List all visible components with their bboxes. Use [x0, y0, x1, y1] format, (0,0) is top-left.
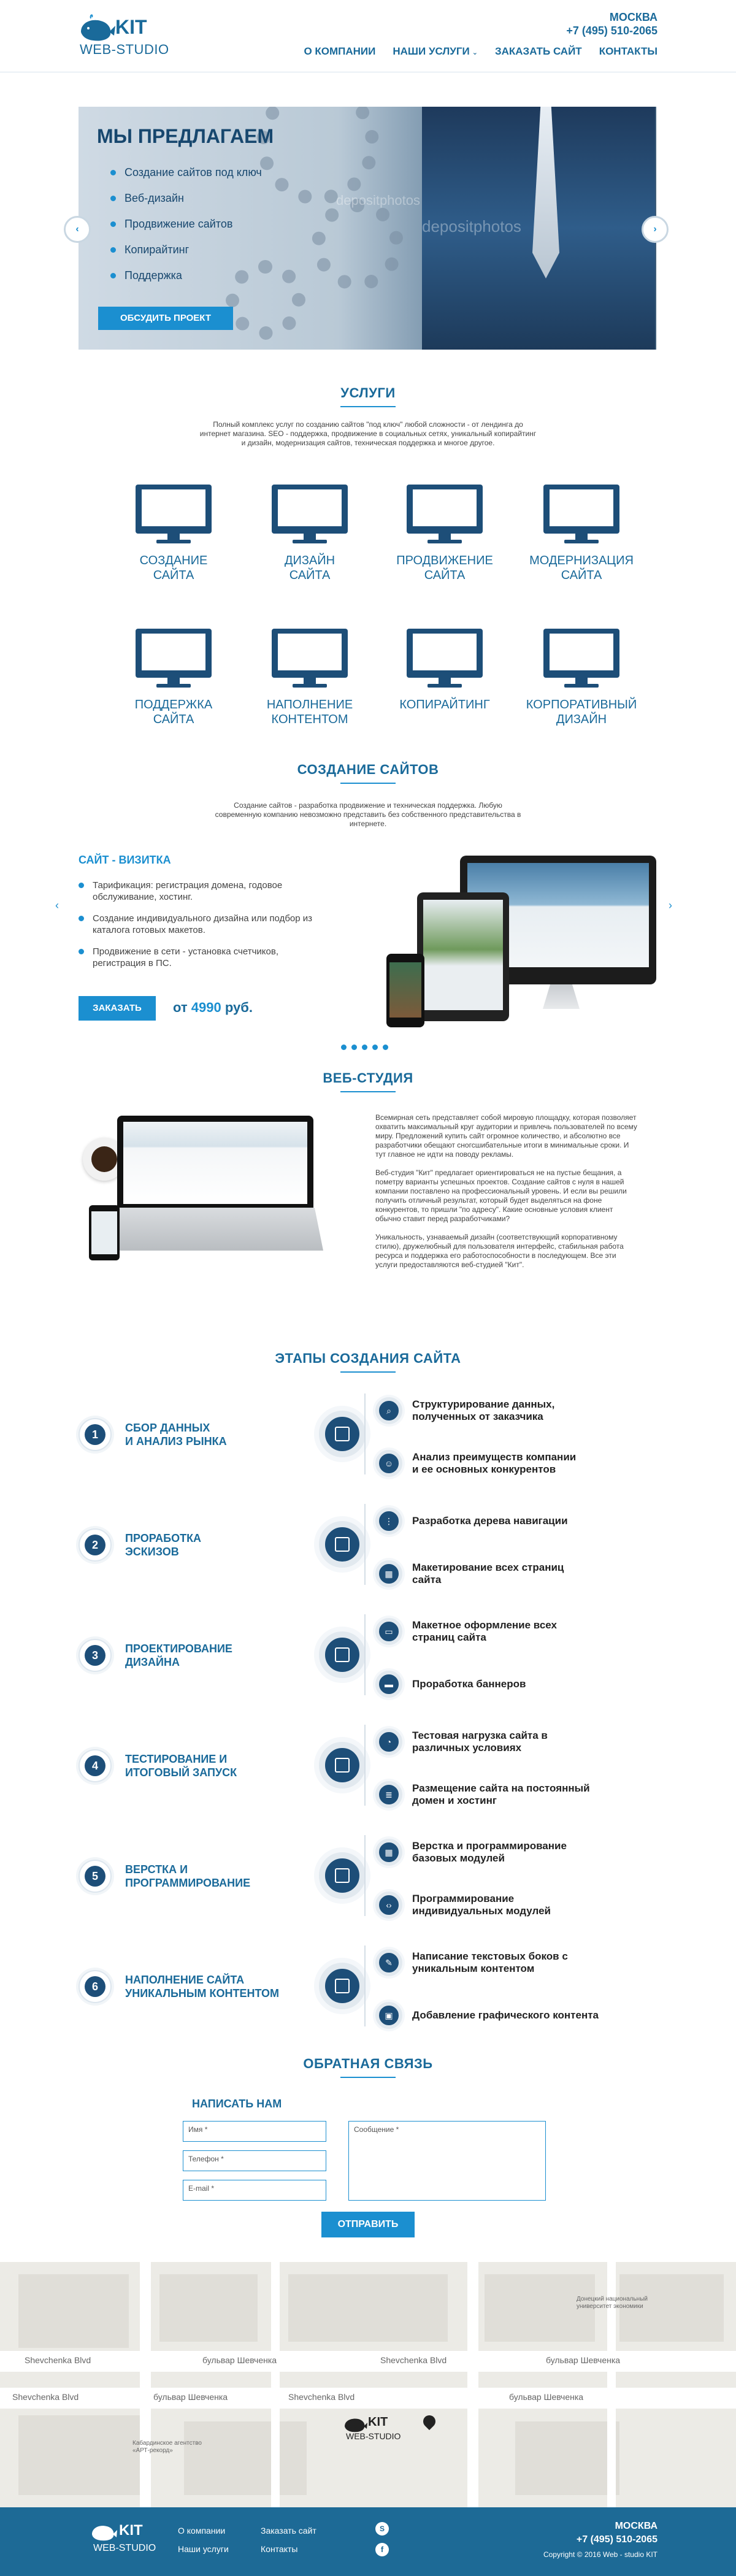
street-label: бульвар Шевченка: [509, 2392, 584, 2402]
substage-item: [375, 1892, 551, 1919]
stage-label: ПРОЕКТИРОВАНИЕ ДИЗАЙНА: [125, 1643, 232, 1668]
list-item: [110, 211, 262, 237]
list-item-text: Создание сайтов под ключ: [125, 166, 262, 178]
chevron-right-icon: ›: [653, 224, 657, 234]
stage-item: [79, 1860, 250, 1893]
substage-label: Написание текстовых боков с уникальным контентом: [412, 1950, 568, 1974]
substage-item: [375, 1560, 564, 1587]
pagination-dot[interactable]: [362, 1045, 367, 1050]
stage-item: [79, 1970, 279, 2003]
footer-link-about[interactable]: О компании: [178, 2526, 226, 2536]
substage-label: Добавление графического контента: [412, 2009, 599, 2021]
pagination-dot[interactable]: [341, 1045, 347, 1050]
footer-link-services[interactable]: Наши услуги: [178, 2544, 229, 2554]
monitor-icon: [136, 629, 212, 689]
nav-contacts[interactable]: КОНТАКТЫ: [599, 45, 657, 57]
laptop-illustration: [83, 1113, 328, 1260]
facebook-icon[interactable]: f: [375, 2543, 389, 2556]
stage-item: [79, 1418, 227, 1451]
service-item[interactable]: [520, 485, 643, 583]
hero-slider: [79, 107, 656, 350]
bullet-icon: [79, 916, 84, 921]
discuss-project-button[interactable]: ОБСУДИТЬ ПРОЕКТ: [98, 307, 233, 330]
footer-link-contacts[interactable]: Контакты: [261, 2544, 298, 2554]
email-field[interactable]: E-mail *: [183, 2180, 326, 2201]
slider-list: [110, 159, 262, 288]
banner-icon: ▬: [375, 1671, 402, 1698]
stages-title: ЭТАПЫ СОЗДАНИЯ САЙТА: [0, 1351, 736, 1373]
substage-item: [375, 1397, 554, 1424]
card-subtitle: САЙТ - ВИЗИТКА: [79, 854, 171, 866]
pagination-dot[interactable]: [351, 1045, 357, 1050]
tablet-image: [417, 892, 509, 1021]
search-icon: ⌕: [375, 1397, 402, 1424]
stage-gear-icon: [319, 1411, 366, 1457]
chevron-down-icon: ⌄: [472, 49, 478, 56]
creation-title: СОЗДАНИЕ САЙТОВ: [0, 762, 736, 784]
substage-label: Разработка дерева навигации: [412, 1515, 568, 1527]
feedback-title: ОБРАТНАЯ СВЯЗЬ: [0, 2056, 736, 2078]
stage-number: 4: [79, 1749, 112, 1782]
street-label: Shevchenka Blvd: [380, 2355, 447, 2365]
site-header: [0, 0, 736, 72]
imac-stand: [543, 984, 580, 1009]
watermark: depositphotos: [422, 217, 521, 236]
map-road: [140, 2262, 151, 2507]
footer-link-order[interactable]: Заказать сайт: [261, 2526, 316, 2536]
substage-item: [375, 1839, 567, 1866]
pagination-dot[interactable]: [383, 1045, 388, 1050]
stage-label: НАПОЛНЕНИЕ САЙТА УНИКАЛЬНЫМ КОНТЕНТОМ: [125, 1974, 280, 1999]
nav-order[interactable]: ЗАКАЗАТЬ САЙТ: [494, 45, 582, 57]
substage-label: Структурирование данных, полученных от заказчика: [412, 1398, 555, 1422]
services-intro: Полный комплекс услуг по созданию сайтов "под ключ" любой сложности - от лендинга до интернет магазина. SEO - поддержка, продвижение в социальных сетях, уникальный копирайтинг и дизайн, модернизация сайтов, техническая поддержка и многое другое.: [199, 420, 537, 447]
copyright: Copyright © 2016 Web - studio KIT: [543, 2550, 657, 2559]
feedback-subtitle: НАПИСАТЬ НАМ: [192, 2098, 282, 2110]
substage-label: Анализ преимуществ компании и ее основных конкурентов: [412, 1451, 577, 1475]
name-field[interactable]: Имя *: [183, 2121, 326, 2142]
layout-icon: ▦: [375, 1560, 402, 1587]
logo[interactable]: [79, 11, 171, 60]
main-nav: [304, 45, 657, 58]
substage-item: [375, 2002, 599, 2029]
logo-kit: KIT: [115, 16, 147, 38]
people-icon: ☺: [375, 1450, 402, 1477]
map-road: [0, 2351, 736, 2372]
monitor-icon: [272, 485, 348, 545]
pen-icon: ✎: [375, 1949, 402, 1976]
submit-button[interactable]: ОТПРАВИТЬ: [321, 2212, 415, 2237]
list-item: [110, 263, 262, 288]
list-item-text: Копирайтинг: [125, 243, 190, 256]
map-block: [18, 2415, 141, 2495]
card-bullets: [79, 880, 318, 969]
stage-number: 3: [79, 1639, 112, 1672]
service-item[interactable]: [112, 485, 235, 583]
server-icon: ≣: [375, 1781, 402, 1808]
substage-label: Размещение сайта на постоянный домен и хостинг: [412, 1782, 590, 1806]
gear-decoration: [312, 199, 404, 291]
logo-studio: WEB-STUDIO: [80, 42, 169, 57]
header-phone[interactable]: +7 (495) 510-2065: [566, 25, 657, 37]
service-label: ПОДДЕРЖКА САЙТА: [134, 698, 213, 726]
monitor-icon: [407, 485, 483, 545]
service-item[interactable]: [383, 629, 506, 712]
map-block: [288, 2274, 448, 2342]
connector-line: [364, 1945, 366, 2026]
monitor-icon: [543, 629, 619, 689]
bullet-icon: [110, 170, 116, 175]
stage-number: 6: [79, 1970, 112, 2003]
connector-line: [364, 1835, 366, 1916]
image-icon: ▣: [375, 2002, 402, 2029]
services-title: УСЛУГИ: [0, 385, 736, 407]
map-block: [184, 2421, 307, 2495]
stage-gear-icon: [319, 1963, 366, 2009]
stage-label: ВЕРСТКА И ПРОГРАММИРОВАНИЕ: [125, 1863, 251, 1889]
monitor-icon: [136, 485, 212, 545]
stage-label: СБОР ДАННЫХ И АНАЛИЗ РЫНКА: [125, 1422, 227, 1447]
service-label: МОДЕРНИЗАЦИЯ САЙТА: [529, 554, 634, 582]
map-road: [271, 2262, 280, 2507]
smartphone: [89, 1205, 120, 1260]
map-block: [18, 2274, 129, 2348]
street-label: бульвар Шевченка: [153, 2392, 228, 2402]
location-map[interactable]: [0, 2262, 736, 2507]
stage-number: 2: [79, 1528, 112, 1562]
list-item: [110, 185, 262, 211]
monitor-icon: ▭: [375, 1618, 402, 1645]
laptop-screen: [117, 1116, 313, 1208]
substage-item: [375, 1781, 590, 1808]
substage-label: Программирование индивидуальных модулей: [412, 1893, 551, 1917]
substage-label: Макетирование всех страниц сайта: [412, 1562, 564, 1585]
creation-pagination: [341, 1045, 388, 1050]
monitor-icon: [407, 629, 483, 689]
list-item: [110, 159, 262, 185]
service-item[interactable]: [520, 629, 643, 727]
code-icon: ‹›: [375, 1892, 402, 1919]
substage-label: Макетное оформление всех страниц сайта: [412, 1619, 557, 1643]
laptop-keyboard: [107, 1208, 323, 1251]
message-field[interactable]: Сообщение *: [348, 2121, 546, 2201]
connector-line: [364, 1393, 366, 1474]
substage-item: [375, 1618, 557, 1645]
stage-label: ПРОРАБОТКА ЭСКИЗОВ: [125, 1532, 202, 1558]
service-item[interactable]: [248, 629, 371, 727]
service-item[interactable]: [383, 485, 506, 583]
studio-text: Всемирная сеть представляет собой мировую площадку, которая позволяет охватить максимальный круг аудитории и привлечь пользователей по всему миру. Предложений купить сайт огромное количество, и абсолютно все разработчики обещают сногсшибательные итоги в минимальные сроки. И тут главное не идти на поводу рекламы. Веб-студия "Кит" предлагает ориентироваться не на пустые бещания, а пометру варианты успешных проектов. Создание сайтов с нуля в нашей компании поставлено на профессиональный уровень. И если вы решили получить отличный результат, который будет выделяться на фоне конкурентов, то пришли "по адресу". Какие основные условия клиент обычно ставит перед разработчиками? Уникальность, узнаваемый дизайн (соответствующий корпоративному стилю), дружелюбный для пользователя интерфейс, стабильная работа ресурса и поддержка его работоспособности в последующем. Все эти услуги предоставляются веб-студией "Кит".: [375, 1113, 637, 1269]
street-label: бульвар Шевченка: [202, 2355, 277, 2365]
watermark: depositphotos: [336, 193, 420, 208]
stage-gear-icon: [319, 1631, 366, 1678]
whale-icon: [91, 2522, 118, 2543]
tree-icon: ⋮: [375, 1508, 402, 1535]
substage-item: [375, 1450, 576, 1477]
connector-line: [364, 1614, 366, 1695]
slider-title: МЫ ПРЕДЛАГАЕМ: [97, 125, 274, 147]
bullet-icon: [110, 273, 116, 278]
footer-city: МОСКВА: [615, 2521, 657, 2531]
phone-image: [386, 954, 424, 1027]
map-block: [159, 2274, 258, 2342]
footer-logo[interactable]: KIT WEB-STUDIO: [91, 2520, 171, 2563]
service-item[interactable]: [248, 485, 371, 583]
whale-icon: [79, 13, 117, 43]
stage-label: ТЕСТИРОВАНИЕ И ИТОГОВЫЙ ЗАПУСК: [125, 1753, 237, 1779]
slider-next-button[interactable]: [642, 216, 669, 243]
map-pin-icon: [421, 2413, 438, 2430]
gear-decoration: [256, 107, 379, 205]
price: от 4990 руб.: [173, 1000, 253, 1015]
substage-label: Проработка баннеров: [412, 1678, 526, 1690]
nav-about[interactable]: О КОМПАНИИ: [304, 45, 376, 57]
footer-phone[interactable]: +7 (495) 510-2065: [576, 2534, 657, 2545]
poi-label: Донецкий национальный университет экономики: [577, 2296, 648, 2310]
service-item[interactable]: [112, 629, 235, 727]
connector-line: [364, 1725, 366, 1806]
map-marker[interactable]: KIT WEB-STUDIO: [343, 2413, 442, 2450]
skype-icon[interactable]: S: [375, 2522, 389, 2536]
stage-item: [79, 1528, 201, 1562]
nav-services-label: НАШИ УСЛУГИ: [393, 45, 470, 57]
devices-illustration: [386, 856, 656, 1030]
substage-label: Тестовая нагрузка сайта в различных условиях: [412, 1730, 548, 1754]
creation-prev-button[interactable]: ‹: [55, 899, 59, 911]
header-city: МОСКВА: [609, 11, 657, 23]
stage-number: 1: [79, 1418, 112, 1451]
connector-line: [364, 1504, 366, 1585]
monitor-icon: [543, 485, 619, 545]
stage-item: [79, 1749, 237, 1782]
grid-icon: ▦: [375, 1839, 402, 1866]
map-block: [515, 2421, 619, 2495]
bullet-icon: [79, 949, 84, 954]
pagination-dot[interactable]: [372, 1045, 378, 1050]
stage-item: [79, 1639, 232, 1672]
nav-services[interactable]: [393, 45, 478, 58]
map-road: [467, 2262, 478, 2507]
site-footer: [0, 2507, 736, 2576]
creation-intro: Создание сайтов - разработка продвижение и техническая поддержка. Любую современную компанию невозможно представить без собственного представительства в интернете.: [215, 801, 521, 828]
price-value: 4990: [191, 1000, 221, 1015]
service-label: НАПОЛНЕНИЕ КОНТЕНТОМ: [266, 698, 353, 726]
service-label: КОРПОРАТИВНЫЙ ДИЗАЙН: [526, 698, 637, 726]
substage-item: [375, 1728, 548, 1755]
service-label: СОЗДАНИЕ САЙТА: [139, 554, 208, 582]
bullet-icon: [110, 247, 116, 253]
gauge-icon: ◔: [375, 1728, 402, 1755]
service-label: КОПИРАЙТИНГ: [399, 698, 490, 711]
poi-label: Кабардинское агентство «АРТ-рекорд»: [132, 2440, 202, 2454]
street-label: бульвар Шевченка: [546, 2355, 621, 2365]
substage-item: [375, 1508, 568, 1535]
order-button[interactable]: ЗАКАЗАТЬ: [79, 996, 156, 1021]
list-item-text: Продвижение сайтов: [125, 218, 233, 230]
service-label: ДИЗАЙН САЙТА: [284, 554, 335, 582]
phone-field[interactable]: Телефон *: [183, 2150, 326, 2171]
creation-next-button[interactable]: ›: [669, 899, 672, 911]
stage-gear-icon: [319, 1852, 366, 1899]
slider-prev-button[interactable]: [64, 216, 91, 243]
substage-item: [375, 1949, 568, 1976]
studio-title: ВЕБ-СТУДИЯ: [0, 1070, 736, 1092]
map-road: [0, 2388, 736, 2409]
monitor-icon: [272, 629, 348, 689]
stage-number: 5: [79, 1860, 112, 1893]
list-item: Создание индивидуального дизайна или подбор из каталога готовых макетов.: [79, 913, 318, 936]
substage-item: [375, 1671, 526, 1698]
street-label: Shevchenka Blvd: [288, 2392, 355, 2402]
street-label: Shevchenka Blvd: [25, 2355, 91, 2365]
substage-label: Верстка и программирование базовых модулей: [412, 1840, 567, 1864]
bullet-icon: [110, 221, 116, 227]
stage-gear-icon: [319, 1521, 366, 1568]
list-item-text: Веб-дизайн: [125, 192, 184, 204]
list-item: Тарификация: регистрация домена, годовое обслуживание, хостинг.: [79, 880, 318, 903]
list-item: Продвижение в сети - установка счетчиков, регистрация в ПС.: [79, 946, 318, 969]
bullet-icon: [79, 883, 84, 888]
list-item-text: Поддержка: [125, 269, 182, 282]
stage-gear-icon: [319, 1742, 366, 1788]
street-label: Shevchenka Blvd: [12, 2392, 79, 2402]
bullet-icon: [110, 196, 116, 201]
list-item: [110, 237, 262, 263]
chevron-left-icon: ‹: [75, 224, 79, 234]
service-label: ПРОДВИЖЕНИЕ САЙТА: [396, 554, 493, 582]
